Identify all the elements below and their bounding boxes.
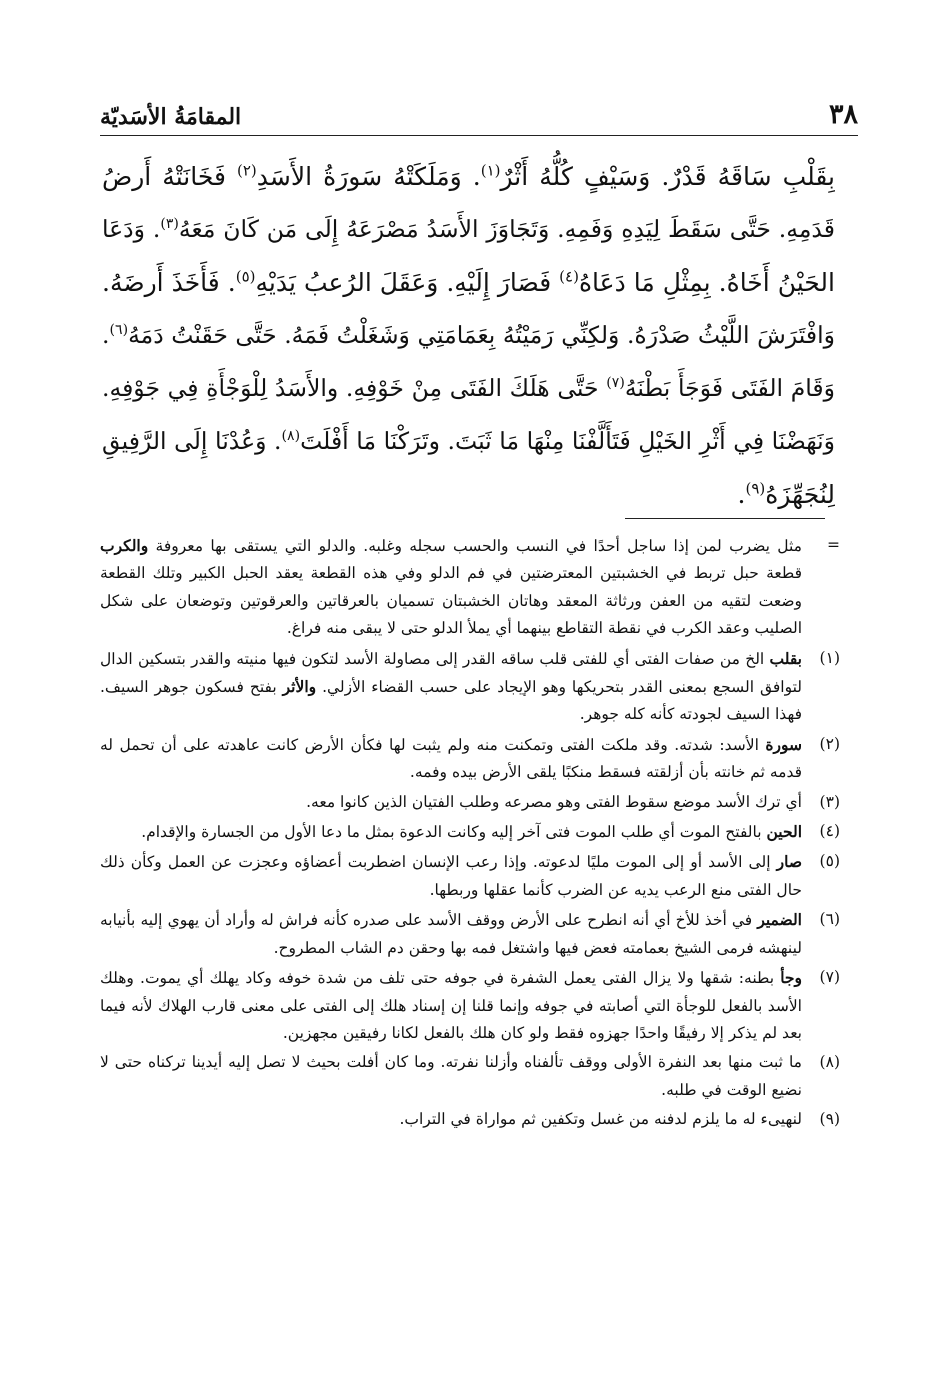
footnote <box>100 906 840 962</box>
footnote-marker: (٥) <box>819 852 840 871</box>
footnote-keyword: الحين <box>766 822 802 842</box>
footnote-keyword: والكرب <box>100 536 149 555</box>
footnote-text: الحين بالفتح الموت أي طلب الموت فتى آخر إليه وكانت الدعوة بمثل ما دعا الأول من الجسارة والإقدام. <box>141 822 802 842</box>
footnote <box>100 848 840 904</box>
footnote-keyword: بقلب <box>769 648 802 668</box>
footnote-keyword: الضمير <box>757 910 802 930</box>
footnote-text: ما ثبت منها بعد النفرة الأولى ووقف تألفناه وأزلنا نفرته. وما كان أفلت بحيث لا تصل إليه أيدينا تركناه حتى لا نضيع الوقت في طلبه. <box>100 1053 802 1099</box>
footnote-ref: (١) <box>480 161 501 180</box>
footnote-keyword: سورة <box>765 734 802 754</box>
footnote-ref: (٨) <box>281 428 301 445</box>
footnote-marker: = <box>827 536 840 554</box>
text-segment: فَصَارَ إِلَيْهِ. وَعَقَلَ الرُعبُ يَدَيْهِ <box>255 268 560 297</box>
footnote-ref: (٩) <box>745 479 766 498</box>
text-segment: . وَعُدْنَا إِلَى الرَّفِيقِ <box>102 427 282 455</box>
footnote-marker: (٩) <box>819 1110 840 1129</box>
text-segment: فَخَانَتْهُ أَرضُ <box>102 162 237 191</box>
footnote-marker: (٦) <box>819 910 840 929</box>
main-text <box>102 150 835 521</box>
footnote-keyword: وجأ <box>780 968 802 988</box>
footnote <box>100 731 840 787</box>
footnote <box>100 1106 840 1133</box>
footnote-text: سورة الأسد: شدته. وقد ملكت الفتى وتمكنت منه ولم يثبت لها فكأن الأرض كانت عاهدته على أن تحمل له قدمه ثم خانته بأن أزلقته فسقط منكبًا يلقى الأرض بيده وفمه. <box>100 734 802 782</box>
footnote <box>100 645 840 729</box>
footnote-ref: (٦) <box>109 322 129 339</box>
footnote-ref: (٥) <box>235 267 256 286</box>
footnote-marker: (١) <box>819 648 840 667</box>
footnote-keyword: والأثر <box>282 677 317 697</box>
footnote-text: وجأ بطنه: شقها ولا يزال الفتى يعمل الشفرة في جوفه حتى تلف من شدة خوفه وكاد يهلك أي يموت. وهلك الأسد بالفعل للوجأة التي أصابته في جوفه وإنما قلنا إن إسناد هلك إلى الفتى على معنى قارب الهلاك لأنه فيما بعد لم يذكر إلا رفيقًا واحدًا جهزوه فقط ولو كان هلك بالفعل لكانا رفيقين مجهزين. <box>100 968 802 1042</box>
footnote-text: لنهيىء له ما يلزم لدفنه من غسل وتكفين ثم مواراة في التراب. <box>399 1110 802 1129</box>
text-line <box>102 256 835 309</box>
text-line <box>102 203 835 256</box>
footnote-text: بقلب الخ من صفات الفتى أي للفتى قلب ساقه القدر إلى مصاولة الأسد لتكون فيها منيته والقدر بتسكين الدال لتوافق السجع بمعنى القدر بتحريكها وهو الإيجاد على حسب القضاء الأزلي. والأثر بفتح فسكون جوهر السيف. فهذا السيف لجودته كأنه كله جوهر. <box>100 648 802 724</box>
footnote-text: صار إلى الأسد أو إلى الموت مليًا لدعوته. وإذا رعب الإنسان اضطربت أعضاؤه وعجزت عن العمل وكأن ذلك حال الفتى منع الرعب يديه عن الضرب كأنما عقلها وربطها. <box>100 852 802 899</box>
header-divider <box>100 135 858 136</box>
page-header <box>100 90 858 130</box>
footnote-divider <box>625 518 825 519</box>
footnote-marker: (٨) <box>819 1053 840 1072</box>
footnote <box>100 532 840 643</box>
text-segment: وَافْتَرَشَ اللَّيْثُ صَدْرَهُ. وَلكِنِّي رَمَيْتُهُ بِعَمَامَتِي وَشَغَلْتُ فَمَهُ. حَتَّى حَقَنْتُ دَمَهُ <box>128 321 835 349</box>
footnote-text: الضمير في أخذ للأخ أي أنه انطرح على الأرض ووقف الأسد على صدره كأنه فراش له وأراد أن يهوي إليه بأنيابه لينهشه فرمى الشيخ بعمامته فعض فيها واشتغل فمه بها وحقن دم الشاب المطروح. <box>100 910 802 957</box>
footnote <box>100 1049 840 1104</box>
page-number: ٣٨ <box>828 99 858 130</box>
text-line <box>102 309 835 362</box>
text-segment: حَتَّى هَلَكَ الفَتَى مِنْ خَوْفِهِ. والأَسَدُ لِلْوَجْأَةِ فِي جَوْفِهِ. <box>102 374 607 402</box>
footnote-marker: (٧) <box>819 968 840 987</box>
running-title: المقامَةُ الأسَديّة <box>100 104 242 130</box>
text-segment: لِنُجَهِّزَهُ <box>765 480 835 509</box>
footnote-text: مثل يضرب لمن إذا ساجل أحدًا في النسب والحسب سجله وغلبه. والدلو التي يستقى بها معروفة والكرب قطعة حبل تربط في الخشبتين المعترضتين في فم الدلو وفي هذه القطعة يعقد الحبل الكبير وتلك القطعة وضعت لتقيه من العفن ورثاثة المعقد وهاتان الخشبتان تسميان بالعرقاتين والعرقوتين وتوضعان على شكل الصليب وعقد الكرب في نقطة التقاطع بينهما أي يملأ الدلو حتى لا يبقى منه فراغ. <box>100 536 802 638</box>
footnote <box>100 789 840 816</box>
text-segment: . <box>737 480 746 509</box>
text-segment: وَنَهَضْنَا فِي أَثْرِ الخَيْلِ فَتَأَلَّفْنَا مِنْهَا مَا ثَبَتَ. وتَرَكْنَا مَا أَفْلَتَ <box>300 427 835 455</box>
footnote-text: أي ترك الأسد موضع سقوط الفتى وهو مصرعه وطلب الفتيان الذين كانوا معه. <box>306 792 802 811</box>
footnote-ref: (٧) <box>606 375 625 392</box>
footnote <box>100 818 840 846</box>
text-segment: . وَمَلَكَتْهُ سَورَةُ الأَسَدِ <box>256 162 481 191</box>
footnote-ref: (٤) <box>559 267 579 286</box>
text-segment: . <box>102 321 110 349</box>
text-line <box>102 362 835 415</box>
text-segment: بِقَلْبِ سَاقَهُ قَدْرٌ. وَسَيْفٍ كُلُّهُ أَثْرٌ <box>500 162 835 191</box>
footnotes <box>100 532 840 1136</box>
text-line <box>102 415 835 468</box>
footnote-marker: (٣) <box>819 792 840 811</box>
footnote-marker: (٢) <box>819 734 840 753</box>
text-segment: . وَدَعَا <box>102 215 161 243</box>
text-segment: قَدَمِهِ. حَتَّى سَقَطَ لِيَدِهِ وَفَمِهِ. وَتَجَاوَزَ الأَسَدُ مَصْرَعَهُ إِلَى مَن كَانَ مَعَهُ <box>178 215 835 243</box>
footnote-keyword: صار <box>776 852 802 872</box>
text-line <box>102 468 835 521</box>
text-segment: . فَأَخَذَ أَرضَهُ. <box>102 268 236 297</box>
footnote-marker: (٤) <box>819 822 840 841</box>
text-segment: الحَيْنُ أَخَاهُ. بِمِثْلِ مَا دَعَاهُ <box>578 268 835 297</box>
footnote-ref: (٢) <box>237 161 257 180</box>
text-line <box>102 150 835 203</box>
footnote <box>100 964 840 1047</box>
text-segment: وَقَامَ الفَتَى فَوَجَأَ بَطْنَهُ <box>624 374 835 402</box>
footnote-ref: (٣) <box>160 216 179 233</box>
